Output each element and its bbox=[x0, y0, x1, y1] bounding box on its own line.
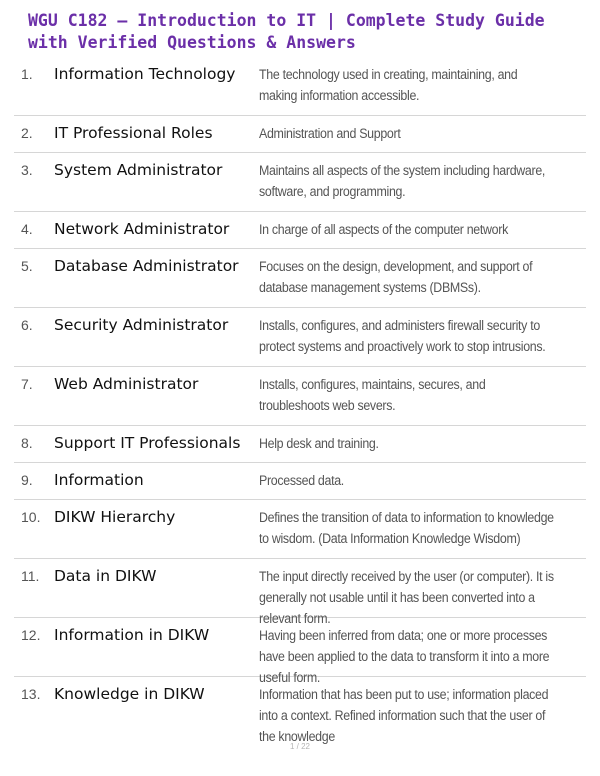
term-row bbox=[14, 116, 586, 153]
term-definition: The input directly received by the user (or computer). It is generally not usable until it has been converted into a relevant form. bbox=[259, 569, 554, 626]
term-definition: The technology used in creating, maintaining, and making information accessible. bbox=[259, 67, 518, 103]
term-definition: Installs, configures, and administers firewall security to protect systems and proactively work to stop intrusions. bbox=[259, 318, 546, 354]
term-definition: In charge of all aspects of the computer network bbox=[259, 222, 508, 237]
term-row bbox=[14, 249, 586, 308]
item-number: 8. bbox=[21, 435, 33, 451]
item-number: 3. bbox=[21, 162, 33, 178]
term-label: Support IT Professionals bbox=[54, 434, 241, 452]
page-number: 1 / 22 bbox=[289, 742, 310, 751]
term-label: Network Administrator bbox=[54, 220, 230, 238]
item-number: 12. bbox=[21, 627, 41, 643]
term-definition: Having been inferred from data; one or more processes have been applied to the data to transform it into a more useful form. bbox=[259, 628, 550, 685]
item-number: 6. bbox=[21, 317, 33, 333]
term-row bbox=[14, 618, 586, 685]
term-definition: Administration and Support bbox=[259, 126, 401, 141]
term-row bbox=[14, 677, 586, 744]
item-number: 11. bbox=[21, 568, 40, 584]
term-row bbox=[14, 559, 586, 626]
term-row bbox=[14, 212, 586, 249]
term-label: Database Administrator bbox=[54, 257, 239, 275]
term-label: DIKW Hierarchy bbox=[54, 508, 176, 526]
term-definition: Information that has been put to use; information placed into a context. Refined information such that the user of the knowledge bbox=[259, 687, 549, 744]
term-label: Information in DIKW bbox=[54, 626, 210, 644]
term-label: Web Administrator bbox=[54, 375, 199, 393]
term-definition: Help desk and training. bbox=[259, 436, 379, 451]
term-label: Knowledge in DIKW bbox=[54, 685, 205, 703]
term-definition: Maintains all aspects of the system including hardware, software, and programming. bbox=[259, 163, 546, 199]
term-label: System Administrator bbox=[54, 161, 223, 179]
item-number: 1. bbox=[21, 66, 33, 82]
term-list bbox=[14, 57, 586, 744]
term-row bbox=[14, 367, 586, 426]
item-number: 4. bbox=[21, 221, 33, 237]
item-number: 7. bbox=[21, 376, 33, 392]
term-label: Security Administrator bbox=[54, 316, 229, 334]
term-label: Information Technology bbox=[54, 65, 236, 83]
document-title: WGU C182 – Introduction to IT | Complete Study Guide with Verified Questions & Answers bbox=[28, 11, 545, 52]
term-label: Information bbox=[54, 471, 144, 489]
term-row bbox=[14, 463, 586, 500]
term-definition: Processed data. bbox=[259, 473, 344, 488]
term-definition: Installs, configures, maintains, secures, and troubleshoots web severs. bbox=[259, 377, 486, 413]
term-definition: Defines the transition of data to information to knowledge to wisdom. (Data Information Knowledge Wisdom) bbox=[259, 510, 554, 546]
item-number: 2. bbox=[21, 125, 33, 141]
item-number: 10. bbox=[21, 509, 41, 525]
item-number: 13. bbox=[21, 686, 41, 702]
term-row bbox=[14, 57, 586, 116]
term-row bbox=[14, 153, 586, 212]
term-row bbox=[14, 426, 586, 463]
term-row bbox=[14, 500, 586, 559]
item-number: 9. bbox=[21, 472, 33, 488]
term-label: Data in DIKW bbox=[54, 567, 157, 585]
term-definition: Focuses on the design, development, and support of database management systems (DBMSs). bbox=[259, 259, 533, 295]
item-number: 5. bbox=[21, 258, 33, 274]
term-label: IT Professional Roles bbox=[54, 124, 213, 142]
term-row bbox=[14, 308, 586, 367]
